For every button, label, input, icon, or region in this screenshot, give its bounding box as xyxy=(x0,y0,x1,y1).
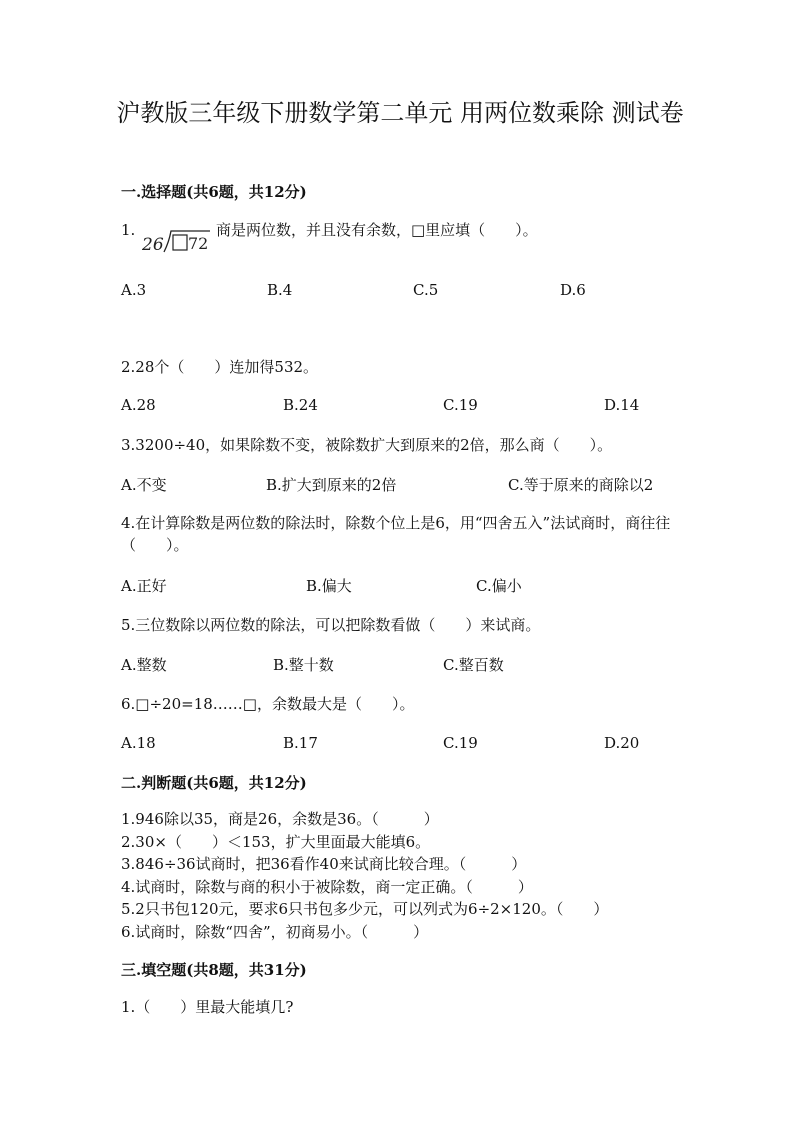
q6-option-d: D.20 xyxy=(604,734,640,752)
judge-list xyxy=(121,808,608,943)
long-division-figure xyxy=(142,226,210,254)
q4-option-b: B.偏大 xyxy=(306,577,352,595)
section-heading-choice: 一.选择题(共6题，共12分) xyxy=(121,183,307,201)
q4-option-a: A.正好 xyxy=(121,577,167,595)
division-divisor: 26 xyxy=(142,235,164,254)
section-heading-judge: 二.判断题(共6题，共12分) xyxy=(121,774,307,792)
q3-text: 3.3200÷40，如果除数不变，被除数扩大到原来的2倍，那么商（ ）。 xyxy=(121,436,613,454)
q2-option-c: C.19 xyxy=(443,396,478,414)
section-heading-fill: 三.填空题(共8题，共31分) xyxy=(121,961,307,979)
q6-text: 6.□÷20=18……□，余数最大是（ ）。 xyxy=(121,695,415,713)
q4-option-c: C.偏小 xyxy=(476,577,522,595)
q5-option-a: A.整数 xyxy=(121,656,167,674)
page-title: 沪教版三年级下册数学第二单元 用两位数乘除 测试卷 xyxy=(116,99,684,127)
judge-item: 3.846÷36试商时，把36看作40来试商比较合理。（ ） xyxy=(121,855,527,873)
q2-text: 2.28个（ ）连加得532。 xyxy=(121,358,319,376)
judge-item: 2.30×（ ）＜153，扩大里面最大能填6。 xyxy=(121,832,431,851)
q1-option-a: A.3 xyxy=(121,281,147,299)
q1-number: 1. xyxy=(121,221,136,239)
judge-item: 4.试商时，除数与商的积小于被除数，商一定正确。（ ） xyxy=(121,877,533,896)
q3-option-c: C.等于原来的商除以2 xyxy=(508,476,654,494)
q3-option-a: A.不变 xyxy=(121,476,167,494)
q6-option-b: B.17 xyxy=(283,734,318,752)
q2-option-b: B.24 xyxy=(283,396,318,414)
q5-option-c: C.整百数 xyxy=(443,656,504,674)
q5-text: 5.三位数除以两位数的除法，可以把除数看做（ ）来试商。 xyxy=(121,616,541,634)
fill-q1-text: 1.（ ）里最大能填几? xyxy=(121,998,294,1016)
q6-option-a: A.18 xyxy=(121,734,156,752)
q1-option-d: D.6 xyxy=(560,281,586,299)
q1-text: 商是两位数，并且没有余数，□里应填（ ）。 xyxy=(216,221,538,239)
q4-text: 4.在计算除数是两位数的除法时，除数个位上是6，用“四舍五入”法试商时，商往往（ ）。 xyxy=(121,514,671,554)
q3-option-b: B.扩大到原来的2倍 xyxy=(266,476,397,494)
q2-option-a: A.28 xyxy=(121,396,156,414)
judge-item: 5.2只书包120元，要求6只书包多少元，可以列式为6÷2×120。（ ） xyxy=(121,900,609,918)
judge-item: 6.试商时，除数“四舍”，初商易小。（ ） xyxy=(121,922,429,941)
division-blank-box xyxy=(173,235,187,250)
q1-option-c: C.5 xyxy=(413,281,439,299)
q2-option-d: D.14 xyxy=(604,396,640,414)
q6-option-c: C.19 xyxy=(443,734,478,752)
judge-item: 1.946除以35，商是26，余数是36。（ ） xyxy=(121,810,439,828)
division-dividend-tail: 72 xyxy=(188,234,209,253)
q1-option-b: B.4 xyxy=(267,281,293,299)
q5-option-b: B.整十数 xyxy=(273,656,334,674)
